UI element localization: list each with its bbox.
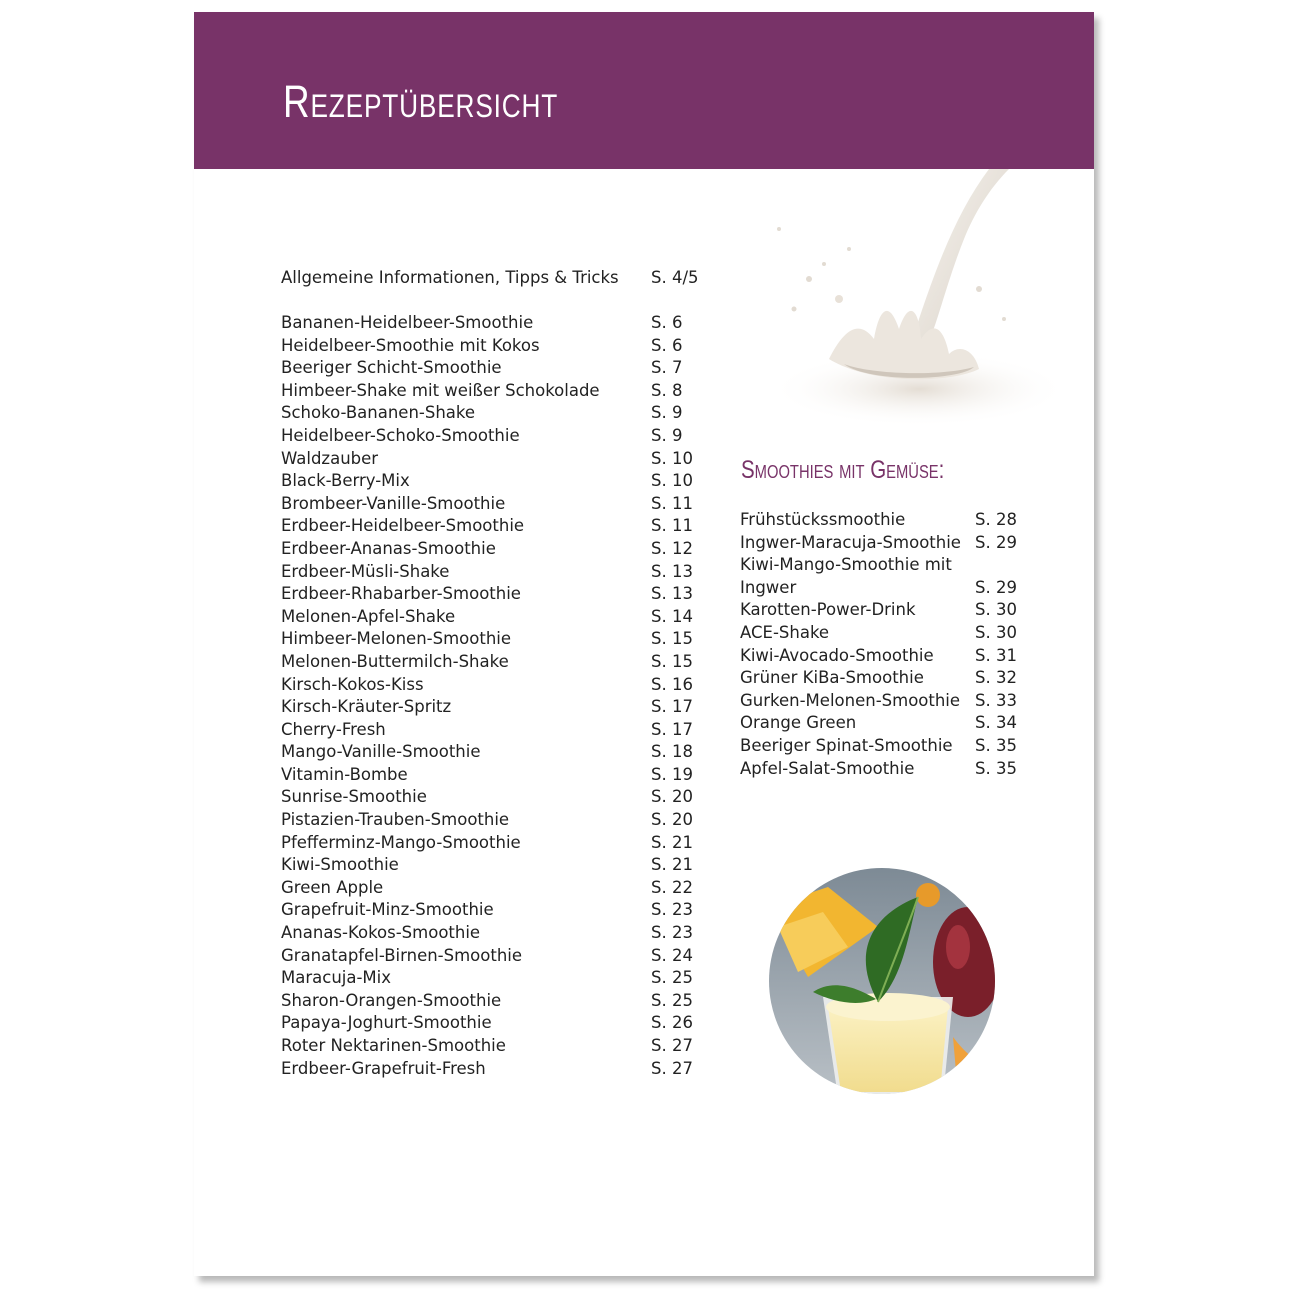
recipe-page-number: S. 21 [651,832,693,852]
recipe-name: Frühstückssmoothie [740,510,906,529]
recipe-entry [740,622,1040,645]
recipe-name: Gurken-Melonen-Smoothie [740,690,961,710]
intro-entry [281,266,721,289]
recipe-entry [740,599,1040,622]
recipe-entry [281,1035,721,1058]
recipe-entry [281,538,721,561]
recipe-page-number: S. 32 [975,668,1017,688]
recipe-entry [740,554,1040,599]
recipe-page-number: S. 6 [651,335,683,355]
recipe-name: Cherry-Fresh [281,719,386,739]
recipe-page-number: S. 9 [651,403,683,423]
recipe-name: Mango-Vanille-Smoothie [281,742,481,762]
recipe-page-number: S. 11 [651,493,693,513]
header-banner [194,12,1094,169]
recipe-page-number: S. 10 [651,471,693,491]
recipe-entry [281,357,721,380]
recipe-page-number: S. 17 [651,697,693,717]
recipe-page-number: S. 8 [651,380,683,400]
recipe-entry [281,448,721,471]
recipe-page-number: S. 31 [975,645,1017,665]
recipe-name: Sunrise-Smoothie [281,787,427,807]
recipe-page-number: S. 23 [651,900,693,920]
recipe-name: Granatapfel-Birnen-Smoothie [281,945,523,965]
recipe-page-number: S. 15 [651,629,693,649]
recipe-entry [281,786,721,809]
recipe-entry [740,645,1040,668]
milk-splash-image [749,169,1069,434]
recipe-name: Papaya-Joghurt-Smoothie [281,1013,492,1033]
recipe-entry [281,606,721,629]
recipe-name: Ingwer-Maracuja-Smoothie [740,532,961,552]
recipe-entry [281,335,721,358]
recipe-entry [740,667,1040,690]
recipe-entry [281,741,721,764]
recipe-name: Brombeer-Vanille-Smoothie [281,493,506,513]
recipe-name: Erdbeer-Rhabarber-Smoothie [281,584,521,604]
recipe-entry [281,380,721,403]
recipe-name: Ananas-Kokos-Smoothie [281,923,481,943]
recipe-index-page [194,12,1094,1276]
recipe-name: Erdbeer-Müsli-Shake [281,561,450,581]
recipe-entry [281,312,721,335]
recipe-entry [281,854,721,877]
recipe-page-number: S. 16 [651,674,693,694]
recipe-entry [281,651,721,674]
recipe-entry [281,561,721,584]
recipe-name: Erdbeer-Heidelbeer-Smoothie [281,516,525,536]
recipe-entry [281,402,721,425]
recipe-page-number: S. 21 [651,855,693,875]
recipe-page-number: S. 11 [651,516,693,536]
recipe-page-number: S. 28 [975,510,1017,529]
recipe-name: Apfel-Salat-Smoothie [740,758,915,778]
recipe-name: Heidelbeer-Smoothie mit Kokos [281,335,540,355]
recipe-page-number: S. 17 [651,719,693,739]
recipe-name: Grüner KiBa-Smoothie [740,668,924,688]
recipe-name: Erdbeer-Grapefruit-Fresh [281,1058,486,1078]
recipe-page-number: S. 6 [651,313,683,332]
recipe-page-number: S. 20 [651,787,693,807]
recipe-page-number: S. 22 [651,877,693,897]
recipe-entry [281,583,721,606]
recipe-name: Green Apple [281,877,384,897]
recipe-entry [740,690,1040,713]
recipe-page-number: S. 24 [651,945,693,965]
recipe-entry [281,809,721,832]
vegetable-recipe-list [740,509,1040,780]
recipe-name: Grapefruit-Minz-Smoothie [281,900,494,920]
recipe-page-number: S. 26 [651,1013,693,1033]
recipe-page-number: S. 7 [651,358,683,378]
recipe-list [281,312,721,1080]
recipe-entry [281,1012,721,1035]
recipe-page-number: S. 13 [651,584,693,604]
recipe-entry [281,877,721,900]
recipe-entry [281,922,721,945]
recipe-page-number: S. 9 [651,425,683,445]
recipe-name: Sharon-Orangen-Smoothie [281,990,502,1010]
recipe-name: Kiwi-Avocado-Smoothie [740,645,934,665]
recipe-page-number: S. 34 [975,713,1017,733]
recipe-name: Waldzauber [281,448,379,468]
recipe-entry [281,899,721,922]
recipe-entry [281,515,721,538]
recipe-page-number: S. 35 [975,735,1017,755]
recipe-page-number: S. 13 [651,561,693,581]
recipe-page-number: S. 35 [975,758,1017,778]
intro-entry-name: Allgemeine Informationen, Tipps & Tricks [281,268,619,287]
recipe-entry [281,719,721,742]
recipe-page-number: S. 27 [651,1036,693,1055]
recipe-page-number: S. 33 [975,690,1017,710]
recipe-name: Bananen-Heidelbeer-Smoothie [281,313,534,332]
recipe-entry [281,425,721,448]
recipe-entry [740,509,1040,532]
recipe-name: Kirsch-Kokos-Kiss [281,674,424,694]
recipe-entry [281,493,721,516]
recipe-entry [281,832,721,855]
recipe-name: Pfefferminz-Mango-Smoothie [281,832,521,852]
recipe-page-number: S. 30 [975,622,1017,642]
recipe-name: Karotten-Power-Drink [740,600,916,620]
recipe-entry [281,696,721,719]
recipe-name: Beeriger Spinat-Smoothie [740,735,953,755]
recipe-name: Black-Berry-Mix [281,471,410,491]
recipe-name: Himbeer-Melonen-Smoothie [281,629,512,649]
mango-smoothie-photo [768,867,996,1095]
recipe-name: ACE-Shake [740,622,830,642]
recipe-page-number: S. 12 [651,538,693,558]
recipe-entry [740,735,1040,758]
vegetable-section-title: Smoothies mit Gemüse: [741,456,945,484]
recipe-page-number: S. 10 [651,448,693,468]
recipe-entry [281,674,721,697]
recipe-page-number: S. 29 [975,577,1017,597]
recipe-entry [281,1058,721,1081]
recipe-page-number: S. 25 [651,968,693,988]
recipe-entry [281,990,721,1013]
recipe-entry [740,532,1040,555]
recipe-name: Melonen-Apfel-Shake [281,606,456,626]
recipe-name: Schoko-Bananen-Shake [281,403,476,423]
recipe-name: Himbeer-Shake mit weißer Schokolade [281,380,600,400]
recipe-page-number: S. 18 [651,742,693,762]
recipe-name: Maracuja-Mix [281,968,392,988]
recipe-name: Vitamin-Bombe [281,764,408,784]
recipe-page-number: S. 30 [975,600,1017,620]
recipe-entry [281,628,721,651]
recipe-name: Melonen-Buttermilch-Shake [281,651,509,671]
page-title: Rezeptübersicht [283,76,559,127]
recipe-page-number: S. 27 [651,1058,693,1078]
recipe-entry [281,945,721,968]
recipe-name: Kirsch-Kräuter-Spritz [281,697,452,717]
recipe-page-number: S. 25 [651,990,693,1010]
recipe-name: Pistazien-Trauben-Smoothie [281,810,510,830]
recipe-entry [281,967,721,990]
recipe-page-number: S. 19 [651,764,693,784]
recipe-entry [281,764,721,787]
recipe-name: Roter Nektarinen-Smoothie [281,1036,506,1055]
recipe-page-number: S. 14 [651,606,693,626]
recipe-name: Heidelbeer-Schoko-Smoothie [281,425,520,445]
recipe-name: Orange Green [740,713,857,733]
recipe-page-number: S. 29 [975,532,1017,552]
recipe-entry [740,712,1040,735]
recipe-page-number: S. 15 [651,651,693,671]
recipe-page-number: S. 23 [651,923,693,943]
recipe-name: Kiwi-Mango-Smoothie mit Ingwer [740,555,952,597]
recipe-name: Beeriger Schicht-Smoothie [281,358,502,378]
recipe-entry [281,470,721,493]
recipe-entry [740,758,1040,781]
recipe-name: Erdbeer-Ananas-Smoothie [281,538,496,558]
recipe-page-number: S. 20 [651,810,693,830]
intro-entry-page: S. 4/5 [651,268,699,287]
recipe-name: Kiwi-Smoothie [281,855,399,875]
